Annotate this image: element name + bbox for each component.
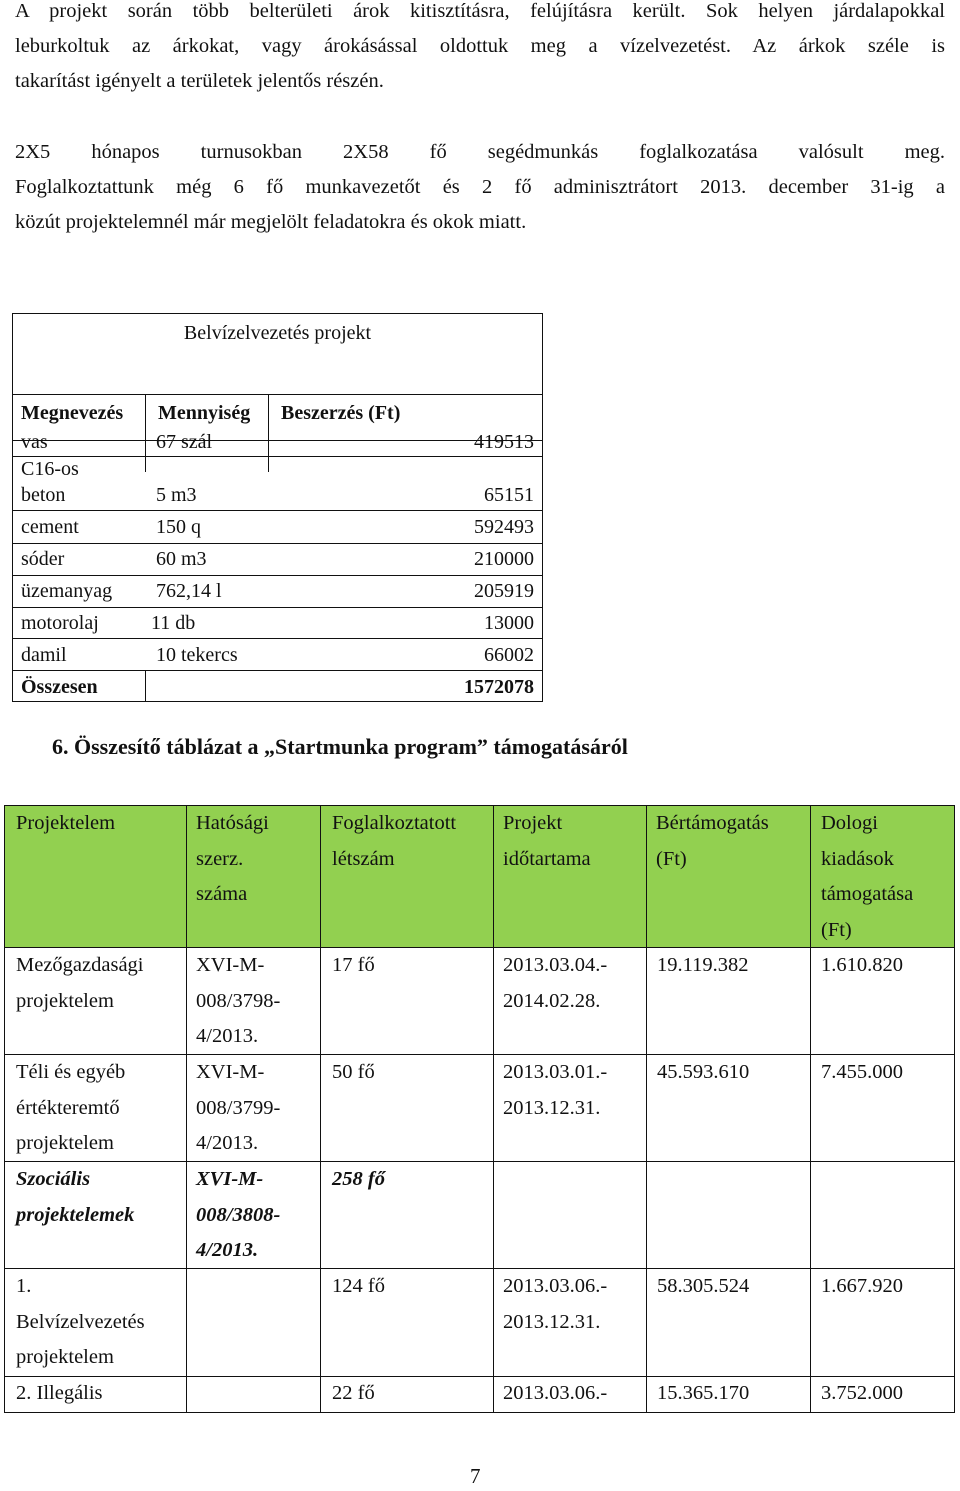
cell-line: XVI-M- — [196, 954, 265, 976]
cell-cost: 13000 — [484, 612, 534, 634]
cell-dologi: 7.455.000 — [821, 1061, 903, 1083]
column-divider — [186, 806, 187, 1412]
cell-line: XVI-M- — [196, 1061, 265, 1083]
cell-letszam: 22 fő — [332, 1382, 375, 1404]
column-header — [821, 806, 913, 948]
cell-dologi: 1.610.820 — [821, 954, 903, 976]
cell-cost: 205919 — [474, 580, 534, 602]
cell-line: 4/2013. — [196, 1025, 259, 1047]
summary-table — [4, 805, 955, 1413]
column-header — [196, 806, 269, 913]
cell-line: 2013.03.04.- — [503, 954, 608, 976]
cell-name: motorolaj — [21, 612, 99, 634]
row-divider — [13, 638, 542, 639]
cell-letszam: 258 fő — [332, 1168, 385, 1190]
paragraph-line: takarítást igényelt a területek jelentős részén. — [15, 70, 384, 92]
cell-line: projektelem — [16, 1346, 114, 1368]
total-value: 1572078 — [464, 676, 534, 698]
cell-idotartam — [503, 1269, 607, 1340]
paragraph-line: A projekt során több belterületi árok kitisztításra, felújításra került. Sok helyen járdalapokkal — [15, 0, 945, 22]
header-line: időtartama — [503, 847, 591, 870]
column-header — [332, 806, 456, 877]
cell-line: 2013.03.01.- — [503, 1061, 608, 1083]
column-divider — [145, 394, 146, 440]
header-line: Projekt — [503, 812, 563, 834]
cell-szerz — [196, 1162, 280, 1269]
header-line: Projektelem — [16, 812, 116, 834]
header-line: létszám — [332, 847, 395, 870]
cell-name: C16-os — [21, 458, 79, 480]
cell-name: üzemanyag — [21, 580, 113, 602]
cell-line: projektelem — [16, 1132, 114, 1154]
cell-qty: 10 tekercs — [156, 644, 238, 666]
table-header-row — [13, 394, 542, 441]
cell-bertamogatas: 45.593.610 — [657, 1061, 750, 1083]
cell-qty: 762,14 l — [156, 580, 222, 602]
cell-idotartam — [503, 948, 607, 1019]
header-line: száma — [196, 883, 248, 905]
cell-dologi: 1.667.920 — [821, 1275, 903, 1297]
row-divider — [5, 1054, 954, 1055]
cell-line: 1. — [16, 1275, 32, 1297]
row-divider — [5, 1268, 954, 1269]
cell-line: projektelem — [16, 989, 114, 1012]
row-divider — [13, 456, 542, 457]
column-divider — [268, 456, 269, 472]
cell-line: Mezőgazdasági — [16, 954, 144, 976]
cell-dologi: 3.752.000 — [821, 1382, 903, 1404]
cell-qty: 150 q — [156, 516, 201, 538]
cell-bertamogatas: 58.305.524 — [657, 1275, 750, 1297]
column-divider — [268, 440, 269, 456]
cell-cost: 65151 — [484, 484, 534, 506]
cell-projektelem: 2. Illegális — [16, 1382, 103, 1404]
cell-qty: 11 db — [151, 612, 196, 634]
column-divider — [145, 456, 146, 472]
cell-projektelem — [16, 1055, 125, 1162]
column-divider — [145, 670, 146, 702]
cell-name: beton — [21, 484, 66, 506]
cell-line: 2013.12.31. — [503, 1310, 601, 1333]
cell-line: 4/2013. — [196, 1239, 259, 1261]
cell-szerz — [196, 948, 280, 1055]
cell-line: 008/3798- — [196, 989, 281, 1012]
cell-szerz — [196, 1055, 280, 1162]
cell-line: XVI-M- — [196, 1168, 264, 1190]
table-header-background — [5, 806, 954, 947]
paragraph-line: közút projektelemnél már megjelölt feladatokra és okok miatt. — [15, 211, 527, 233]
total-label: Összesen — [21, 676, 98, 698]
cell-name: damil — [21, 644, 67, 666]
row-divider — [13, 510, 542, 511]
cell-cost: 419513 — [474, 431, 534, 453]
cell-line: 2013.12.31. — [503, 1096, 601, 1119]
paragraph-staffing — [15, 135, 945, 240]
paragraph-line: 2X5 hónapos turnusokban 2X58 fő segédmunkás foglalkozatása valósult meg. — [15, 141, 945, 163]
row-divider — [5, 947, 954, 948]
table-title: Belvízelvezetés projekt — [13, 318, 542, 395]
row-divider — [13, 575, 542, 576]
cell-projektelem — [16, 1269, 145, 1376]
cell-line: 008/3808- — [196, 1203, 281, 1226]
column-divider — [646, 806, 647, 1412]
column-divider — [268, 394, 269, 440]
column-divider — [320, 806, 321, 1412]
cell-cost: 210000 — [474, 548, 534, 570]
column-divider — [810, 806, 811, 1412]
cell-line: 2014.02.28. — [503, 989, 601, 1012]
cell-qty: 67 szál — [156, 431, 213, 453]
cell-cost: 592493 — [474, 516, 534, 538]
cell-line: értékteremtő — [16, 1096, 120, 1119]
cell-name: cement — [21, 516, 79, 538]
cell-letszam: 17 fő — [332, 954, 375, 976]
column-header — [503, 806, 591, 877]
header-line: kiadások — [821, 847, 894, 870]
header-line: Bértámogatás — [656, 812, 769, 834]
cell-cost: 66002 — [484, 644, 534, 666]
project-cost-table — [12, 313, 543, 702]
cell-projektelem — [16, 1162, 134, 1233]
section-heading: 6. Összesítő táblázat a „Startmunka program” támogatásáról — [52, 734, 628, 759]
column-divider — [493, 806, 494, 1412]
header-line: Foglalkoztatott — [332, 812, 457, 834]
cell-line: Belvízelvezetés — [16, 1310, 145, 1333]
cell-letszam: 50 fő — [332, 1061, 375, 1083]
cell-bertamogatas: 19.119.382 — [657, 954, 749, 976]
column-header — [656, 806, 769, 877]
header-line: (Ft) — [656, 847, 687, 870]
header-line: Dologi — [821, 812, 878, 834]
column-header: Megnevezés — [21, 402, 124, 424]
column-header: Beszerzés (Ft) — [281, 402, 401, 424]
row-divider — [13, 670, 542, 671]
cell-idotartam: 2013.03.06.- — [503, 1382, 608, 1404]
cell-projektelem — [16, 948, 144, 1019]
paragraph-line: leburkoltuk az árkokat, vagy árokásással oldottuk meg a vízelvezetést. Az árkok széle is — [15, 35, 945, 57]
header-line: Hatósági — [196, 812, 269, 834]
paragraph-intro — [15, 0, 945, 99]
column-divider — [145, 440, 146, 456]
cell-qty: 60 m3 — [156, 548, 207, 570]
cell-line: 4/2013. — [196, 1132, 259, 1154]
header-line: támogatása — [821, 883, 914, 905]
row-divider — [5, 1376, 954, 1377]
cell-name: vas — [21, 431, 48, 453]
header-line: szerz. — [196, 847, 244, 870]
header-line: (Ft) — [821, 918, 852, 941]
cell-line: 2013.03.06.- — [503, 1275, 608, 1297]
paragraph-line: Foglalkoztattunk még 6 fő munkavezetőt és 2 fő adminisztrátort 2013. december 31-ig a — [15, 176, 945, 198]
cell-letszam: 124 fő — [332, 1275, 385, 1297]
row-divider — [13, 543, 542, 544]
cell-line: Szociális — [16, 1168, 91, 1190]
cell-qty: 5 m3 — [156, 484, 197, 506]
column-header — [16, 806, 115, 842]
row-divider — [5, 1161, 954, 1162]
column-header: Mennyiség — [158, 402, 251, 424]
cell-line: projektelemek — [16, 1203, 135, 1226]
cell-line: 008/3799- — [196, 1096, 281, 1119]
cell-idotartam — [503, 1055, 607, 1126]
cell-line: Téli és egyéb — [16, 1061, 126, 1083]
row-divider — [13, 607, 542, 608]
page-number: 7 — [470, 1464, 481, 1488]
cell-bertamogatas: 15.365.170 — [657, 1382, 750, 1404]
cell-name: sóder — [21, 548, 65, 570]
